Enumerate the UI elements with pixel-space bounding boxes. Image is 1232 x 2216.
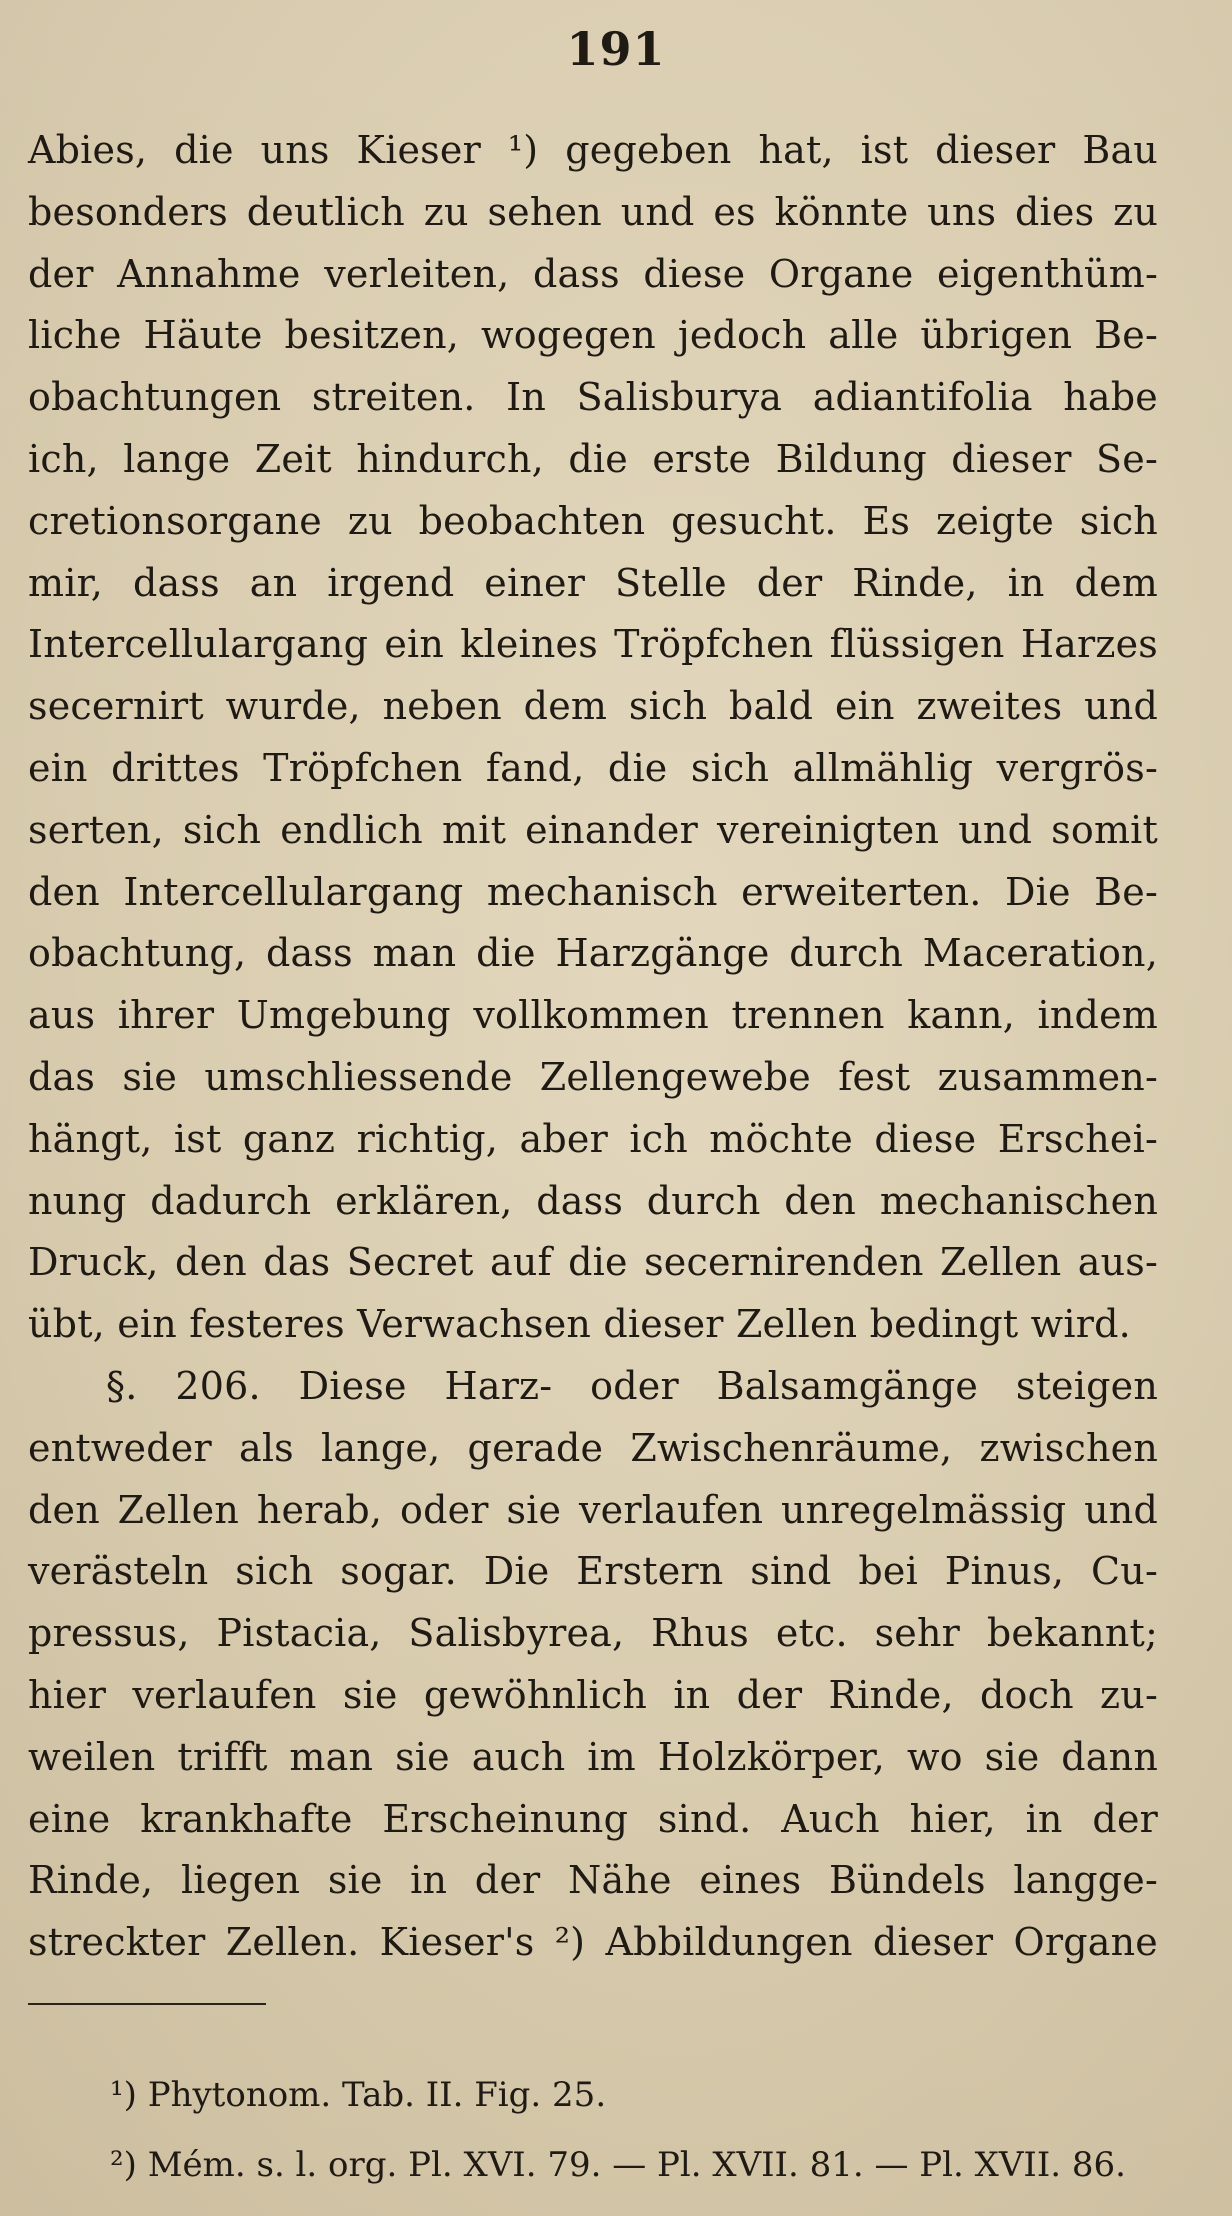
text-line: streckter Zellen. Kieser's ²) Abbildungen dieser Organe (28, 1920, 1158, 1965)
text-line: ich, lange Zeit hindurch, die erste Bildung dieser Se- (28, 436, 1158, 481)
text-line: eine krankhafte Erscheinung sind. Auch hier, in der (28, 1796, 1158, 1841)
body-text (28, 120, 1158, 1974)
text-line: hängt, ist ganz richtig, aber ich möchte diese Erschei- (28, 1116, 1158, 1161)
page-number: 191 (566, 22, 666, 76)
text-line: übt, ein festeres Verwachsen dieser Zellen bedingt wird. (28, 1302, 1131, 1347)
text-line: ein drittes Tröpfchen fand, die sich allmählig vergrös- (28, 745, 1158, 790)
footnote-1: ¹) Phytonom. Tab. II. Fig. 25. (110, 2075, 607, 2115)
text-line: Druck, den das Secret auf die secernirenden Zellen aus- (28, 1240, 1158, 1285)
text-line: serten, sich endlich mit einander vereinigten und somit (28, 807, 1158, 852)
text-line: Abies, die uns Kieser ¹) gegeben hat, ist dieser Bau (28, 128, 1158, 172)
text-line: pressus, Pistacia, Salisbyrea, Rhus etc. sehr bekannt; (28, 1611, 1158, 1656)
footnote-divider (28, 2003, 266, 2005)
text-line: den Zellen herab, oder sie verlaufen unregelmässig und (28, 1487, 1158, 1532)
section-heading-line: §. 206. Diese Harz- oder Balsamgänge steigen (106, 1363, 1158, 1408)
text-line: cretionsorgane zu beobachten gesucht. Es zeigte sich (28, 498, 1158, 543)
text-line: aus ihrer Umgebung vollkommen trennen kann, indem (28, 993, 1158, 1038)
text-line: Rinde, liegen sie in der Nähe eines Bündels langge- (28, 1858, 1158, 1903)
text-line: liche Häute besitzen, wogegen jedoch alle übrigen Be- (28, 313, 1158, 358)
footnotes (110, 2060, 1170, 2200)
text-line: besonders deutlich zu sehen und es könnte uns dies zu (28, 189, 1158, 234)
text-line: verästeln sich sogar. Die Erstern sind bei Pinus, Cu- (28, 1549, 1158, 1594)
text-line: obachtung, dass man die Harzgänge durch Maceration, (28, 931, 1158, 976)
text-line: den Intercellulargang mechanisch erweiterten. Die Be- (28, 869, 1158, 914)
text-line: weilen trifft man sie auch im Holzkörper, wo sie dann (28, 1734, 1158, 1779)
text-line: der Annahme verleiten, dass diese Organe eigenthüm- (28, 251, 1158, 296)
text-line: obachtungen streiten. In Salisburya adiantifolia habe (28, 375, 1158, 420)
text-line: mir, dass an irgend einer Stelle der Rinde, in dem (28, 560, 1158, 605)
footnote-2: ²) Mém. s. l. org. Pl. XVI. 79. — Pl. XVII. 81. — Pl. XVII. 86. (110, 2145, 1126, 2185)
text-line: hier verlaufen sie gewöhnlich in der Rinde, doch zu- (28, 1672, 1158, 1717)
text-line: secernirt wurde, neben dem sich bald ein zweites und (28, 684, 1158, 729)
text-line: entweder als lange, gerade Zwischenräume, zwischen (28, 1425, 1158, 1470)
text-line: Intercellulargang ein kleines Tröpfchen flüssigen Harzes (28, 622, 1158, 667)
text-line: nung dadurch erklären, dass durch den mechanischen (28, 1178, 1158, 1223)
text-line: das sie umschliessende Zellengewebe fest zusammen- (28, 1054, 1158, 1099)
